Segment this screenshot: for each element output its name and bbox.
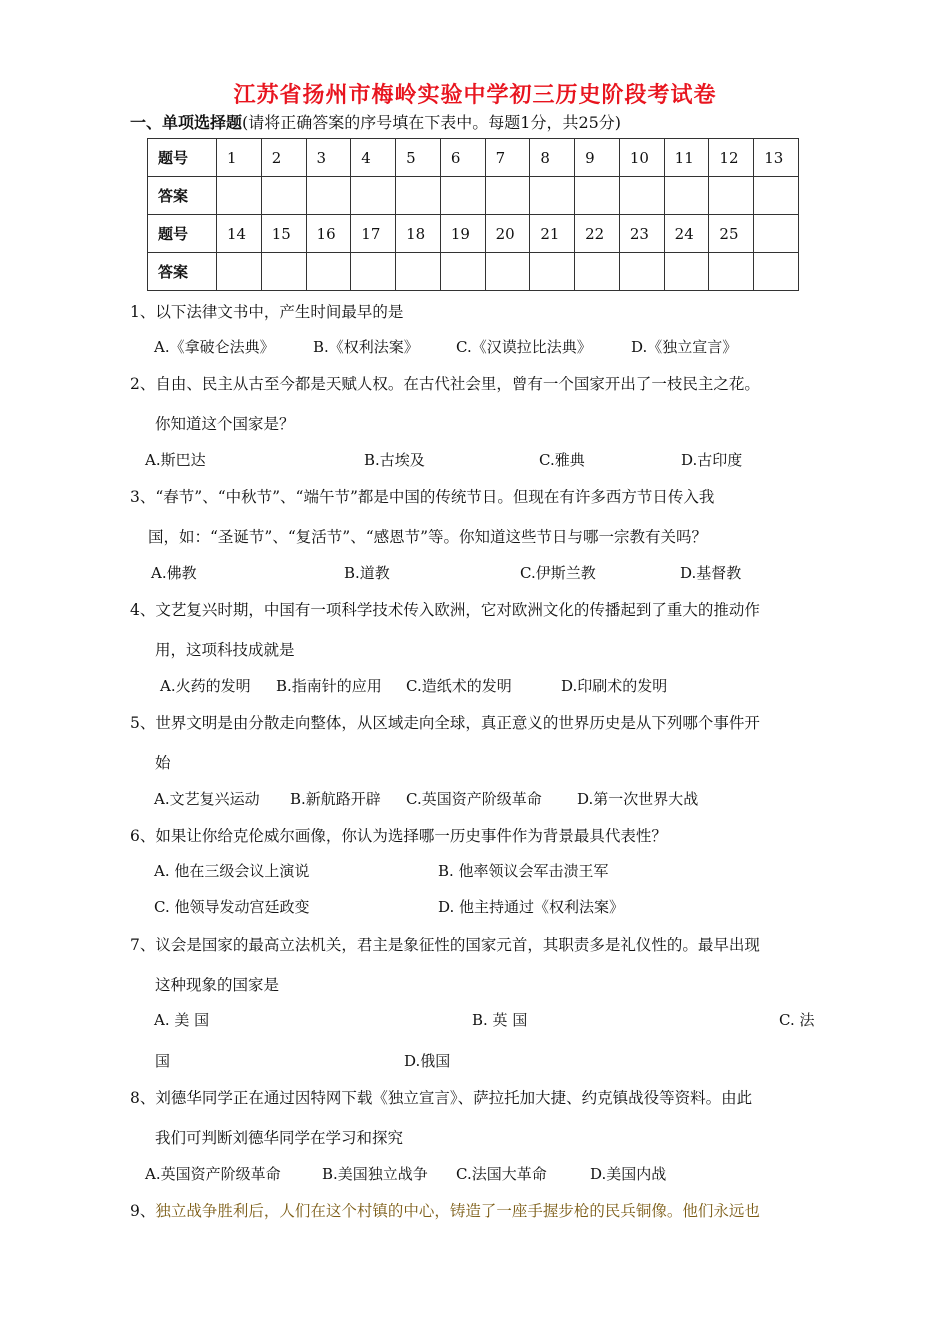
question-3-option-a: A.佛教 [151, 564, 197, 582]
question-2-option-b: B.古埃及 [364, 451, 425, 469]
question-8-option-c: C.法国大革命 [456, 1165, 547, 1183]
table-row-answers-2 [148, 253, 799, 291]
table-row-answers-1 [148, 177, 799, 215]
question-5-text-cont: 始 [155, 754, 171, 772]
table-row-numbers-2 [148, 215, 799, 253]
question-5-text: 5、世界文明是由分散走向整体，从区域走向全球，真正意义的世界历史是从下列哪个事件开 [130, 714, 760, 732]
question-2-option-a: A.斯巴达 [145, 451, 206, 469]
question-7-option-c-cont: 国 [155, 1052, 171, 1070]
answer-cell[interactable] [575, 177, 620, 215]
number-cell: 10 [619, 139, 664, 177]
answer-cell[interactable] [530, 253, 575, 291]
answer-cell[interactable] [619, 177, 664, 215]
question-4-option-d: D.印刷术的发明 [561, 677, 668, 695]
answer-cell[interactable] [440, 177, 485, 215]
number-cell: 15 [261, 215, 306, 253]
number-cell: 13 [754, 139, 799, 177]
number-cell [754, 215, 799, 253]
row-label-number: 题号 [148, 215, 217, 253]
answer-cell[interactable] [485, 177, 530, 215]
number-cell: 22 [575, 215, 620, 253]
question-5-option-d: D.第一次世界大战 [577, 790, 699, 808]
number-cell: 18 [396, 215, 441, 253]
question-7-text-cont: 这种现象的国家是 [155, 976, 280, 994]
answer-cell[interactable] [440, 253, 485, 291]
answer-cell[interactable] [754, 253, 799, 291]
question-9-text [130, 1199, 760, 1221]
answer-cell[interactable] [619, 253, 664, 291]
question-3-option-d: D.基督教 [680, 564, 742, 582]
question-1-text: 1、以下法律文书中，产生时间最早的是 [130, 303, 404, 321]
question-7-text: 7、议会是国家的最高立法机关，君主是象征性的国家元首，其职责多是礼仪性的。最早出现 [130, 936, 760, 954]
question-4-option-b: B.指南针的应用 [276, 677, 382, 695]
question-7-option-d: D.俄国 [404, 1052, 451, 1070]
question-2-text-cont: 你知道这个国家是？ [155, 415, 295, 433]
question-2-option-d: D.古印度 [681, 451, 743, 469]
question-1-option-b: B.《权利法案》 [313, 338, 419, 356]
question-6-option-c: C. 他领导发动宫廷政变 [154, 898, 310, 916]
question-6-text: 6、如果让你给克伦威尔画像，你认为选择哪一历史事件作为背景最具代表性？ [130, 827, 667, 845]
question-1-option-d: D.《独立宣言》 [631, 338, 738, 356]
answer-cell[interactable] [351, 177, 396, 215]
number-cell: 11 [664, 139, 709, 177]
row-label-answer: 答案 [148, 177, 217, 215]
question-6-option-d: D. 他主持通过《权利法案》 [438, 898, 625, 916]
question-2-text: 2、自由、民主从古至今都是天赋人权。在古代社会里，曾有一个国家开出了一枝民主之花。 [130, 375, 760, 393]
number-cell: 1 [217, 139, 262, 177]
question-5-option-b: B.新航路开辟 [290, 790, 381, 808]
question-9-passage: 独立战争胜利后，人们在这个村镇的中心，铸造了一座手握步枪的民兵铜像。他们永远也 [155, 1202, 760, 1220]
number-cell: 14 [217, 215, 262, 253]
number-cell: 20 [485, 215, 530, 253]
number-cell: 2 [261, 139, 306, 177]
question-6-option-a: A. 他在三级会议上演说 [154, 862, 310, 880]
exam-title: 江苏省扬州市梅岭实验中学初三历史阶段考试卷 [233, 83, 717, 108]
answer-cell[interactable] [664, 253, 709, 291]
question-7-option-b: B. 英 国 [472, 1011, 528, 1029]
answer-cell[interactable] [485, 253, 530, 291]
answer-cell[interactable] [396, 177, 441, 215]
question-3-option-c: C.伊斯兰教 [520, 564, 596, 582]
question-4-option-a: A.火药的发明 [160, 677, 251, 695]
answer-cell[interactable] [575, 253, 620, 291]
question-8-option-a: A.英国资产阶级革命 [145, 1165, 281, 1183]
answer-cell[interactable] [709, 253, 754, 291]
number-cell: 17 [351, 215, 396, 253]
answer-cell[interactable] [530, 177, 575, 215]
section-title: 一、单项选择题 [130, 113, 243, 132]
question-4-option-c: C.造纸术的发明 [406, 677, 512, 695]
question-8-option-b: B.美国独立战争 [322, 1165, 428, 1183]
number-cell: 5 [396, 139, 441, 177]
row-label-answer: 答案 [148, 253, 217, 291]
question-4-text-cont: 用，这项科技成就是 [155, 641, 295, 659]
question-3-text-cont: 国，如：“圣诞节”、“复活节”、“感恩节”等。你知道这些节日与哪一宗教有关吗？ [148, 528, 708, 546]
question-3-text: 3、“春节”、“中秋节”、“端午节”都是中国的传统节日。但现在有许多西方节日传入我 [130, 488, 715, 506]
number-cell: 4 [351, 139, 396, 177]
number-cell: 12 [709, 139, 754, 177]
number-cell: 16 [306, 215, 351, 253]
section-note: (请将正确答案的序号填在下表中。每题1分，共25分) [242, 113, 622, 132]
question-4-text: 4、文艺复兴时期，中国有一项科学技术传入欧洲，它对欧洲文化的传播起到了重大的推动作 [130, 601, 760, 619]
answer-cell[interactable] [351, 253, 396, 291]
answer-cell[interactable] [396, 253, 441, 291]
answer-cell[interactable] [306, 177, 351, 215]
question-8-option-d: D.美国内战 [590, 1165, 667, 1183]
answer-cell[interactable] [754, 177, 799, 215]
question-9-number: 9、 [130, 1202, 156, 1220]
question-3-option-b: B.道教 [344, 564, 390, 582]
question-8-text-cont: 我们可判断刘德华同学在学习和探究 [155, 1129, 404, 1147]
table-row-numbers-1 [148, 139, 799, 177]
number-cell: 24 [664, 215, 709, 253]
question-5-option-a: A.文艺复兴运动 [154, 790, 260, 808]
answer-table [147, 138, 799, 291]
question-2-option-c: C.雅典 [539, 451, 585, 469]
question-1-option-c: C.《汉谟拉比法典》 [456, 338, 592, 356]
question-1-option-a: A.《拿破仑法典》 [154, 338, 275, 356]
answer-cell[interactable] [217, 177, 262, 215]
number-cell: 7 [485, 139, 530, 177]
number-cell: 21 [530, 215, 575, 253]
answer-cell[interactable] [217, 253, 262, 291]
question-8-text: 8、刘德华同学正在通过因特网下载《独立宣言》、萨拉托加大捷、约克镇战役等资料。由此 [130, 1089, 753, 1107]
number-cell: 9 [575, 139, 620, 177]
answer-cell[interactable] [664, 177, 709, 215]
answer-cell[interactable] [261, 253, 306, 291]
number-cell: 6 [440, 139, 485, 177]
number-cell: 25 [709, 215, 754, 253]
answer-cell[interactable] [306, 253, 351, 291]
question-7-option-c: C. 法 [779, 1011, 815, 1029]
question-6-option-b: B. 他率领议会军击溃王军 [438, 862, 609, 880]
answer-cell[interactable] [261, 177, 306, 215]
number-cell: 3 [306, 139, 351, 177]
number-cell: 8 [530, 139, 575, 177]
question-7-option-a: A. 美 国 [154, 1011, 210, 1029]
section-heading [130, 110, 621, 133]
number-cell: 23 [619, 215, 664, 253]
answer-cell[interactable] [709, 177, 754, 215]
number-cell: 19 [440, 215, 485, 253]
row-label-number: 题号 [148, 139, 217, 177]
question-5-option-c: C.英国资产阶级革命 [406, 790, 542, 808]
